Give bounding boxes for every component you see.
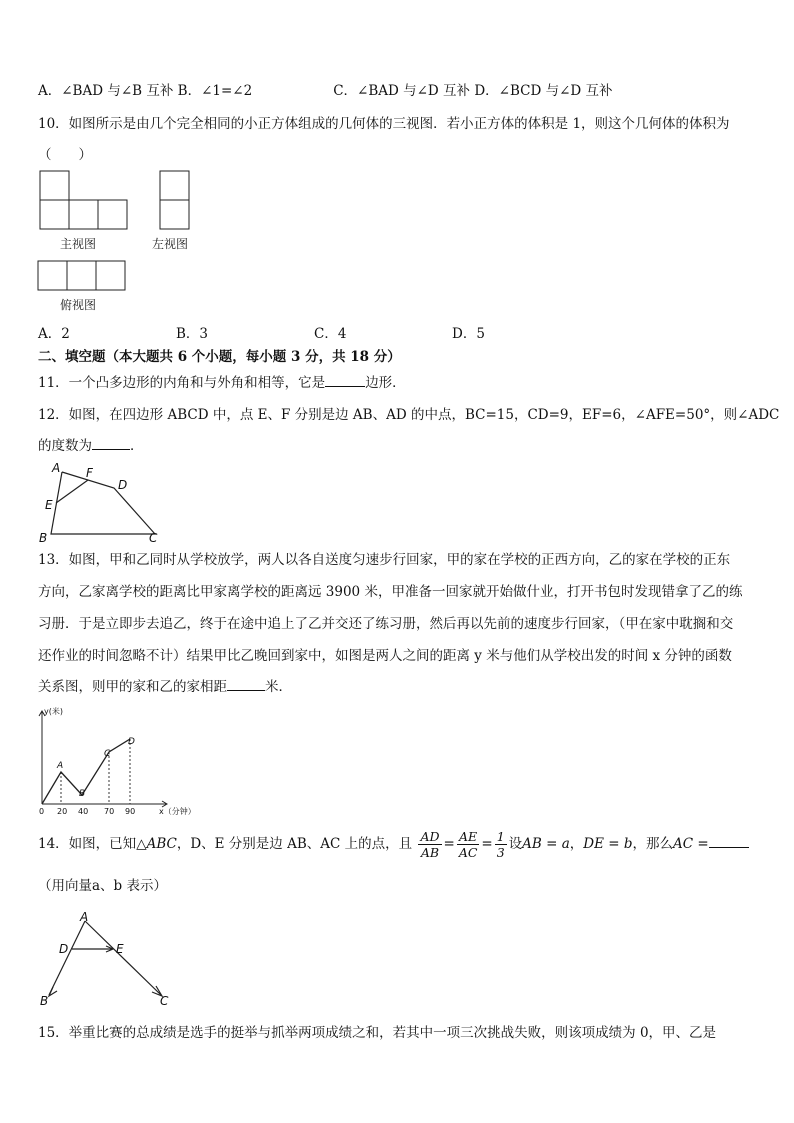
- graph-point-b: B: [79, 789, 86, 799]
- left-view-figure: [158, 170, 192, 236]
- q10-option-d: D．5: [452, 326, 485, 342]
- q13-line2: 方向，乙家离学校的距离比甲家离学校的距离远 3900 米，甲准备一回家就开始做什业，打开书包时发现错拿了乙的练: [38, 584, 743, 600]
- q14-f2-num: AE: [457, 829, 480, 845]
- q11-text-before: 11．一个凸多边形的内角和与外角和相等，它是: [38, 375, 326, 391]
- q14-f1-den: AB: [420, 845, 440, 860]
- q14-vector-de: DE = b: [583, 836, 633, 852]
- q14-line2: （用向量a、b 表示）: [38, 878, 167, 894]
- distance-time-graph: [34, 702, 209, 824]
- q12-line1: 12．如图，在四边形 ABCD 中，点 E、F 分别是边 AB、AD 的中点，BC=15，CD=9，EF=6，∠AFE=50°，则∠ADC: [38, 407, 780, 423]
- q12-label-f: F: [86, 466, 93, 480]
- graph-y-axis-label: y(米): [44, 707, 63, 716]
- q10-option-c: C．4: [314, 326, 347, 342]
- graph-point-c: C: [104, 749, 111, 759]
- q11-text: [38, 374, 406, 392]
- q14-then: ，那么: [632, 836, 674, 852]
- q10-paren: （ ）: [38, 147, 92, 163]
- q14-blank: [709, 835, 749, 848]
- q11-blank: [325, 374, 365, 387]
- q14-mid: ，D、E 分别是边 AB、AC 上的点，且: [176, 836, 413, 852]
- q11-text-after: 边形．: [365, 375, 406, 391]
- front-view-figure: [38, 170, 133, 236]
- graph-x-axis-label: x（分钟）: [159, 807, 196, 816]
- q12-label-d: D: [118, 478, 128, 492]
- q14-fraction-ae-ac: [457, 829, 480, 860]
- q13-line3: 习册．于是立即步去追乙，终于在途中追上了乙并交还了练习册，然后再以先前的速度步行回家，（甲在家中耽搁和交: [38, 616, 734, 632]
- q13-line5-before: 关系图，则甲的家和乙的家相距: [38, 679, 227, 695]
- q12-label-c: C: [149, 531, 158, 544]
- q13-blank: [227, 678, 265, 691]
- q13-line4: 还作业的时间忽略不计）结果甲比乙晚回到家中，如图是两人之间的距离 y 米与他们从学校出发的时间 x 分钟的函数: [38, 648, 732, 664]
- q14-label-b: B: [40, 994, 49, 1008]
- q14-start: 14．如图，已知: [38, 836, 137, 852]
- top-view-figure: [36, 259, 130, 297]
- q14-fraction-ad-ab: [418, 829, 441, 860]
- q12-line2: [38, 437, 144, 455]
- graph-tick-40: 40: [78, 807, 89, 816]
- section-heading: 二、填空题（本大题共 6 个小题，每小题 3 分，共 18 分）: [38, 349, 401, 365]
- vector-triangle-figure: [36, 912, 176, 1012]
- q14-line1: 14．如图，已知△ABC，D、E 分别是边 AB、AC 上的点，且 $\frac{AD}{AB}$ = $\frac{AE}{AC}$ = $\frac{1}{3}$ 设AB = a，DE = b，那么AC =: [38, 826, 749, 862]
- q13-line5: [38, 678, 292, 696]
- graph-tick-90: 90: [125, 807, 136, 816]
- q14-label-a: A: [80, 912, 89, 924]
- graph-point-d: D: [128, 737, 135, 747]
- q13-line5-after: 米．: [265, 679, 292, 695]
- q12-label-a: A: [52, 461, 61, 475]
- q14-label-e: E: [116, 942, 124, 956]
- graph-origin-label: 0: [39, 807, 45, 816]
- quadrilateral-figure: [36, 458, 166, 548]
- q13-line1: 13．如图，甲和乙同时从学校放学，两人以各自送度匀速步行回家，甲的家在学校的正西方向，乙的家在学校的正东: [38, 552, 731, 568]
- q14-set: 设: [508, 836, 523, 852]
- q14-f3-den: 3: [496, 845, 505, 860]
- front-view-label: 主视图: [60, 237, 97, 251]
- q14-label-d: D: [59, 942, 69, 956]
- q14-label-c: C: [160, 994, 169, 1008]
- graph-point-a: A: [57, 761, 64, 771]
- q14-vector-ab: AB = a: [522, 836, 570, 852]
- q12-label-b: B: [39, 531, 48, 544]
- q14-f2-den: AC: [458, 845, 478, 860]
- q14-f3-num: 1: [496, 829, 505, 844]
- graph-tick-70: 70: [104, 807, 115, 816]
- q14-f1-num: AD: [420, 829, 440, 844]
- left-view-label: 左视图: [152, 237, 189, 251]
- q12-line2-after: ．: [130, 438, 144, 454]
- q12-blank: [92, 437, 130, 450]
- q14-triangle-icon: △: [136, 836, 147, 852]
- q14-vector-ac: AC =: [673, 836, 709, 852]
- q15-text: 15．举重比赛的总成绩是选手的挺举与抓举两项成绩之和，若其中一项三次挑战失败，则该项成绩为 0，甲、乙是: [38, 1025, 717, 1041]
- graph-tick-20: 20: [57, 807, 68, 816]
- q12-label-e: E: [45, 498, 53, 512]
- q10-option-a: A．2: [38, 326, 70, 342]
- q12-line2-before: 的度数为: [38, 438, 92, 454]
- q9-options: A．∠BAD 与∠B 互补 B．∠1=∠2 C．∠BAD 与∠D 互补 D．∠BCD 与∠D 互补: [38, 83, 613, 99]
- q14-triangle-name: ABC: [146, 836, 177, 852]
- q14-fraction-one-third: [495, 829, 507, 860]
- q10-text: 10．如图所示是由几个完全相同的小正方体组成的几何体的三视图．若小正方体的体积是 1，则这个几何体的体积为: [38, 116, 730, 132]
- q10-option-b: B．3: [176, 326, 209, 342]
- top-view-label: 俯视图: [60, 298, 97, 312]
